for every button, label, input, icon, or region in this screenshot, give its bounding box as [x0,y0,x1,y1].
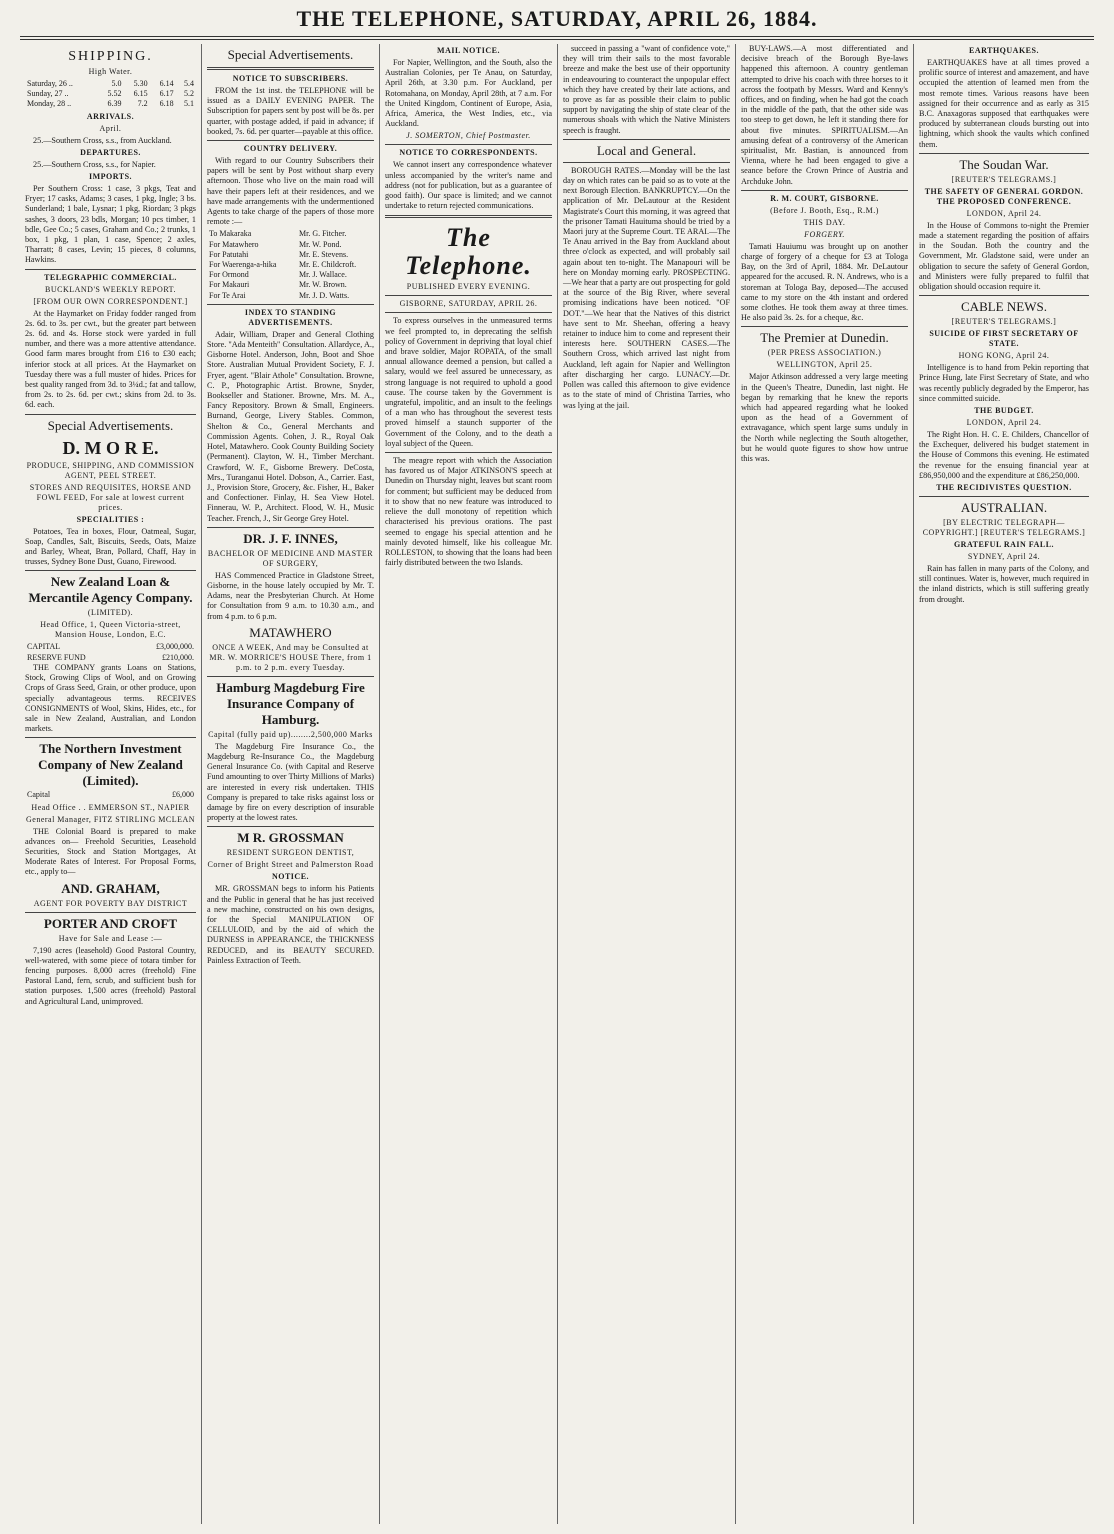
agent-name: Mr. W. Brown. [298,280,347,290]
logo-sub: PUBLISHED EVERY EVENING. [406,282,531,292]
grossman-heading: M R. GROSSMAN [237,830,344,846]
budget-heading: THE BUDGET. [974,406,1034,416]
masthead-title: THE TELEPHONE, SATURDAY, APRIL 26, 1884. [296,6,818,31]
agent-place: For Ormond [209,270,249,280]
tide-time: 6.18 [159,99,174,109]
australian-sub: [BY ELECTRIC TELEGRAPH—COPYRIGHT.] [REUTER'S TELEGRAMS.] [922,518,1086,538]
weekly-report-sub: [FROM OUR OWN CORRESPONDENT.] [33,296,188,306]
northern-manager: General Manager, FITZ STIRLING MCLEAN [25,814,196,824]
columns [20,44,1094,1524]
northern-office: Head Office . . EMMERSON ST., NAPIER [31,802,190,812]
divider [25,269,196,270]
divider [385,312,552,313]
masthead-rule [20,36,1094,37]
court-text: Tamati Hauiumu was brought up on another charge of forgery of a cheque for £3 at Tologa Bay, on the 3rd of April, 1884. Mr. DeLautour appeared for the accused. R. N. Andrews, who is a storeman at Tologa Bay, deposed—The accused came to my store on the 4th instant and ordered some clothes. He took them away at three times. He also paid 3s. 2s. for a cheque, &c. [741,241,908,323]
imports-heading: IMPORTS. [88,172,133,182]
tide-time: 6.39 [107,99,122,109]
agent-name: Mr. J. D. Watts. [298,290,350,300]
country-delivery-heading: COUNTRY DELIVERY. [243,144,338,154]
arrivals-text: 25.—Southern Cross, s.s., from Auckland. [33,135,172,145]
cable-heading: CABLE NEWS. [961,299,1047,315]
porter-sub: Have for Sale and Lease :— [58,933,163,943]
cable-title: SUICIDE OF FIRST SECRETARY OF STATE. [929,329,1079,349]
weekly-report-text: At the Haymarket on Friday fodder ranged from 2s. 6d. to 3s. per cwt., but the greater part between 2s. 6d. and 4s. Horse stock were yarded in full number, and there was a more attentive attendance. Good farm mares brought from £16 to £30 each; inferior stock at all prices. At the Haymarket on Tuesday there was a full muster of hides. Prices for best quality ranged from 3d. to 3¼d.; fat and tallow, from 2s. to 2s. 6d. per cwt.; skins from 2d. to 3s. 6d. each. [25,308,196,410]
index-text: Adair, William, Draper and General Clothing Store. "Ada Menteith" Consultation. Allardyce, A., Gisborne Hotel. Anderson, John, Boot and Shoe Store. Australian Mutual Provident Society, F. J. Fryer, agent. "Blair Athole" Consultation. Browne, C. P., Photographic Artist. Browne, Snyder, Bookseller and Stationer. Browne, Mrs. M. A., Fancy Repository. Brown & Small, Engineers. Burnand, George, Livery Stables. Common, Shelton & Co., General Merchants and Commission Agents. Cohen, J. R., Royal Oak Hotel, Matawhero. Cook County Building Society (Permanent). Clayton, W. H., Timber Merchant. Crawford, W. F., Gisborne Brewery. DeCosta, Mrs., Turanganui Hotel. Dobson, A., Carrier. East, J., Provision Store, Grocery, &c. Fisher, H., Baker and Confectioner. Finlay, H. Sea View Hotel. Finnerau, W. P., Architect. Flood, W. H., Music Teacher. French, J., Sir George Grey Hotel. [207,329,374,523]
capital-value: £3,000,000. [156,642,194,652]
graham-sub: AGENT FOR POVERTY BAY DISTRICT [33,898,188,908]
newspaper-logo: The Telephone. [405,223,532,281]
agent-name: Mr. G. Fitcher. [298,229,347,239]
divider [207,304,374,305]
divider [25,912,196,913]
specialities-text: Potatoes, Tea in boxes, Flour, Oatmeal, Sugar, Soap, Candles, Salt, Biscuits, Seeds, Oats, Maize and Barley, Wheat, Bran, Pollard, Chaff, Hay in trusses, Sydney Bone Dust, Guano, Firewood. [25,526,196,567]
soudan-sub: [REUTER'S TELEGRAMS.] [951,174,1057,184]
departures-text: 25.—Southern Cross, s.s., for Napier. [33,159,156,169]
northern-text: THE Colonial Board is prepared to make advances on— Freehold Securities, Leasehold Securities, Stock and Station Mortgages, At Moderate Rates of Interest. For Proposal Forms, etc., apply to— [25,826,196,877]
agent-row [207,280,374,290]
court-kind: FORGERY. [804,229,845,239]
rain-date: SYDNEY, April 24. [967,552,1041,562]
index-heading: INDEX TO STANDING ADVERTISEMENTS. [244,307,337,327]
tide-time: 5.4 [184,79,194,88]
telegraphic-heading: TELEGRAPHIC COMMERCIAL. [44,272,177,282]
innes-heading: DR. J. F. INNES, [243,530,338,546]
earthquakes-heading: EARTHQUAKES. [969,46,1039,55]
agent-place: For Patutahi [209,249,249,259]
reserve-label: RESERVE FUND [27,652,86,662]
cable-text: Intelligence is to hand from Pekin reporting that Prince Hung, late First Secretary of State, and who was recently publicly degraded by the Emperor, has since committed suicide. [919,363,1089,403]
divider [385,215,552,218]
column-3 [380,44,558,1524]
soudan-heading: The Soudan War. [959,156,1049,172]
grossman-notice: NOTICE. [271,872,310,882]
agent-place: For Te Arai [209,290,246,300]
editorial-paragraph: The meagre report with which the Association has favored us of Major ATKINSON'S speech at Dunedin on Thursday night, leaves but scant room for comment; but sufficient may be deduced from it to show that no new feature was introduced to relieve the dull monotony of repetition which characterised his previous orations. The past seemed to engage his special attention and he mainly devoted himself, like his colleague Mr. ROLLESTON, to showing that the loans had been fairly distributed between the two Islands. [385,456,552,568]
premier-sub: (PER PRESS ASSOCIATION.) [767,348,882,358]
nz-loan-office: Head Office, 1, Queen Victoria-street, Mansion House, London, E.C. [40,620,181,640]
grossman-sub: RESIDENT SURGEON DENTIST, [226,848,355,858]
agent-place: For Makauri [209,280,250,290]
nz-loan-limited: (LIMITED). [87,608,134,618]
divider [207,527,374,528]
divider [207,676,374,677]
masthead-rule [20,39,1094,40]
agent-row [207,229,374,239]
column-6 [914,44,1094,1524]
hamburg-heading: Hamburg Magdeburg Fire Insurance Company of Hamburg. [216,679,365,727]
cable-date: HONG KONG, April 24. [958,351,1050,361]
nz-loan-text: THE COMPANY grants Loans on Stations, Stock, Growing Clips of Wool, and on Growing Crops of Grass Seed, Grain, or other produce, upon specially advantageous terms. RECEIVES CONSIGNMENTS of Wool, Skins, Hides, etc., for sale in New Zealand, Australian, and London markets. [25,662,196,734]
court-sub: (Before J. Booth, Esq., R.M.) [770,205,879,215]
grossman-text: MR. GROSSMAN begs to inform his Patients and the Public in general that he has just received a new machine, constructed on his own designs, for the Special MANIPULATION OF CELLULOID, and by the aid of which the DURNESS in APPEARANCE, the THICKNESS REDUCED, and its BEAUTY SECURED. Painless Extraction of Teeth. [207,884,374,965]
arrivals-month: April. [99,123,122,133]
capital-label: CAPITAL [27,642,61,652]
tide-time: 6.17 [159,89,174,99]
agent-row [207,240,374,250]
northern-capital-label: Capital [27,790,51,800]
divider [741,190,908,191]
premier-text: Major Atkinson addressed a very large meeting in the Queen's Theatre, Dunedin, last night. He began by remarking that he knew the reports which had appeared regarding what he looked upon as the head of a Government of extravagance, which spent large sums unduly in the North while neglecting the South altogether, but he would quote figures to show how untrue this was. [741,372,908,464]
tide-time: 7.2 [137,99,148,109]
agent-row [207,291,374,301]
budget-text: The Right Hon. H. C. E. Childers, Chancellor of the Exchequer, delivered his budget statement in the House of Commons this evening. He estimated the revenue for the ensuing financial year at £86,950,000 and the expenditure at £86,250,000. [919,430,1089,480]
divider [25,414,196,415]
local-general-text: BOROUGH RATES.—Monday will be the last day on which rates can be paid so as to vote at the next Borough Election. BANKRUPTCY.—On the application of Mr. DeLautour at the Resident Magistrate's Court this morning, it was agreed that the prisoner Tamati Hauituma should be tried by a Maori jury at the Supreme Court. TE ARAI.—The Te Anau arrived in the Bay from Auckland about three o'clock as expected, and will probably sail again about ten to-night. The Manapouri will be here on Monday morning early. PROSPECTING.—We hear that a party are out prospecting for gold at the source of the Big River, where several promising indications have been noticed. "OF DOT."—We hear that the Natives of this district have sent to Mr. Sheehan, offering a heavy retainer to induce him to come and represent their interests here. SOUTHERN CASES.—The Southern Cross, which arrived last night from Auckland, left again for Napier and Wellington after discharging her cargo. LUNACY.—Dr. Pollen was called this afternoon to give evidence as to the state of mind of Christina Tarries, who was lying at the jail. [563,165,730,410]
agent-row [207,260,374,270]
column-4 [558,44,736,1524]
divider [919,153,1089,154]
premier-heading: The Premier at Dunedin. [760,330,889,346]
tide-day: Sunday, 27 .. [27,89,69,99]
agent-row [207,250,374,260]
agent-name: Mr. E. Childcroft. [298,260,357,270]
agents-table [207,229,374,300]
nz-loan-heading: New Zealand Loan & Mercantile Agency Company. [28,574,193,606]
arrivals-heading: ARRIVALS. [86,111,135,121]
cable-sub: [REUTER'S TELEGRAMS.] [951,317,1057,327]
divider [919,295,1089,296]
earthquakes-text: EARTHQUAKES have at all times proved a prolific source of interest and amazement, and have occupied the attention of learned men from the most remote times. Various reasons have been assigned for their occurrence and as early as 315 B.C. Anaxagoras supposed that earthquakes were produced by subterranean clouds bursting out into lightning, which shook the vaults which confined them. [919,58,1089,149]
hamburg-capital: Capital (fully paid up)........2,500,000 Marks [208,729,373,739]
innes-sub: BACHELOR OF MEDICINE AND MASTER OF SURGERY, [207,548,374,568]
divider [385,295,552,296]
local-general-heading: Local and General. [596,142,697,158]
agent-name: Mr. W. Pond. [298,239,342,249]
column-5 [736,44,914,1524]
budget-date: LONDON, April 24. [966,418,1042,428]
shipping-heading: SHIPPING. [68,49,153,64]
porter-heading: PORTER AND CROFT [43,915,178,931]
tide-time: 5.52 [107,89,122,99]
court-heading: R. M. COURT, GISBORNE. [770,193,879,203]
hamburg-text: The Magdeburg Fire Insurance Co., the Magdeburg Re-Insurance Co., the Magdeburg General Insurance Co. (with Capital and Reserve Fund amounting to over Thirty Millions of Marks) are interested in every risk undertaken. THIS Company is prepared to take risks against loss or damage by fire on every description of insurable property at the lowest rates. [207,741,374,823]
dmore-logo: D. M O R E. [62,437,159,458]
northern-capital-value: £6,000 [172,790,194,800]
matawhero-text: ONCE A WEEK, And may be Consulted at MR. W. MORRICE'S HOUSE There, from 1 p.m. to 2 p.m. every Tuesday. [209,642,372,672]
dateline: GISBORNE, SATURDAY, APRIL 26. [399,299,538,309]
correspondents-text: We cannot insert any correspondence whatever unless accompanied by the writer's name and address (not for publication, but as a guarantee of good faith). Our space is limited; and we cannot undertake to return rejected communications. [385,160,552,211]
agent-place: For Waerenga-a-hika [209,260,277,270]
column-2 [202,44,380,1524]
notice-subscribers-heading: NOTICE TO SUBSCRIBERS. [232,74,349,83]
recidivistes-heading: THE RECIDIVISTES QUESTION. [936,483,1072,493]
mail-notice-heading: MAIL NOTICE. [437,46,500,55]
departures-heading: DEPARTURES. [80,147,141,157]
tide-row [25,99,196,109]
rain-text: Rain has fallen in many parts of the Colony, and still continues. Water is, however, much required in the inland districts, which is still suffering greatly from drought. [919,564,1089,604]
agent-place: For Matawhero [209,239,259,249]
divider [25,737,196,738]
northern-capital-table [25,790,196,800]
editorial-paragraph: To express ourselves in the unmeasured terms we feel prompted to, in deprecating the selfish policy of Government in depriving that loyal chief and brave soldier, Major ROPATA, of the small annual allowance deemed a pension, but called a salary, would we feel assured be unnecessary, as strong language is not required to uphold a good cause. The course taken by the Government is ungrateful, impolitic, and an insult to the feelings of a man who has throughout the severest tests proved himself a staunch supporter of the Government of the Colony, and to the death a loyal subject of the Queen. [385,316,552,448]
divider [25,570,196,571]
tide-time: 5.1 [184,99,194,109]
rain-heading: GRATEFUL RAIN FALL. [953,540,1055,550]
tide-row [25,79,196,89]
agent-name: Mr. E. Stevens. [298,249,349,259]
tide-time: 5.0 [111,79,122,88]
tide-day: Monday, 28 .. [27,99,72,109]
divider [207,140,374,141]
graham-heading: AND. GRAHAM, [61,880,160,896]
imports-text: Per Southern Cross: 1 case, 3 pkgs, Teat and Fryer; 17 casks, Adams; 3 cases, 1 pkg, Ingle; 3 bs. Sunderland; 1 bale, Lysnar; 1 pkg, Riordan; 3 pkgs sashes, 3 doors, 23 bdls, Morgan; 10 pcs timber, 1 bdle, Gee Co.; 5 cases, Graham and Co.; 2 trunks, 1 box, 1 pkg, 1 plan, 1 case, Spence; 2 axles, Tharratt; 8 cases, Levin; 15 pieces, 8 columns, Hawkins. [25,184,196,265]
correspondents-heading: NOTICE TO CORRESPONDENTS. [399,148,538,158]
divider [207,826,374,827]
dmore-stores: STORES AND REQUISITES, HORSE AND FOWL FEED, For sale at lowest current prices. [29,482,192,512]
tide-time: 5.2 [184,89,194,99]
editorial-continued: succeed in passing a "want of confidence vote," they will trim their sails to the most favorable breeze and make the best use of their opportunity in endeavouring to counteract the unpopular effect which they have created by their late actions, and to prove as far as possible their claim to public support by navigating the ship of state clear of the numerous shoals with which the Native Ministers speech is fraught. [563,44,730,135]
tide-time: 6.14 [159,79,174,88]
soudan-text: In the House of Commons to-night the Premier made a statement regarding the position of affairs in the Soudan. Both the country and the Government, Mr. Gladstone said, were under an obligation to secure the safety of General Gordon, and Ministers were fully prepared to fulfil that obligation should occasion require it. [919,220,1089,292]
local-continued-text: BUY-LAWS.—A most differentiated and decisive breach of the Borough Bye-laws happened this afternoon. A country gentleman attempted to drive his coach with three horses to it across the footpath by Messrs. Ward and Kenny's offices, and on finding, when he had got the coach in the middle of the path, that the other side was too steep to get down, he left it standing there for about five minutes. SPIRITUALISM.—An amusing defeat of a controversy of the American spiritualist, Mr. Bastian, is announced from Vienna, where he had been engaged to give a seance before the Crown Prince of Austria and Archduke John. [741,44,908,186]
high-water-label: High Water. [88,67,133,76]
innes-text: HAS Commenced Practice in Gladstone Street, Gisborne, in the house lately occupied by Mr. T. Adams, near the Presbyterian Church. At Home for Consultation from 9 a.m. to 10.30 a.m., and from 4 p.m. to 6 p.m. [207,570,374,621]
grossman-address: Corner of Bright Street and Palmerston Road [207,860,374,870]
divider [385,144,552,145]
tide-time: 5.30 [133,79,148,88]
agent-place: To Makaraka [209,229,252,239]
capital-table [25,642,196,662]
mail-notice-text: For Napier, Wellington, and the South, also the Australian Colonies, per Te Anau, on Saturday, April 26th, at 3.30 p.m. For Auckland, per Rotomahana, on Monday, April 28th, at 7 a.m. For the United Kingdom, Continent of Europe, Asia, Africa, America, the West Indies, etc., via Auckland. [385,58,552,129]
divider [385,452,552,453]
special-ads-heading: Special Advertisements. [47,417,174,433]
divider [563,139,730,140]
divider [563,162,730,163]
soudan-title: THE SAFETY OF GENERAL GORDON. THE PROPOSED CONFERENCE. [924,186,1084,206]
weekly-report-heading: BUCKLAND'S WEEKLY REPORT. [45,284,176,294]
court-day: THIS DAY. [803,217,846,227]
northern-heading: The Northern Investment Company of New Zealand (Limited). [38,741,183,789]
australian-heading: AUSTRALIAN. [960,500,1048,516]
divider [207,67,374,70]
column-1 [20,44,202,1524]
matawhero-heading: MATAWHERO [249,624,332,640]
dmore-sub: PRODUCE, SHIPPING, AND COMMISSION AGENT, PEEL STREET. [26,460,195,480]
divider [919,496,1089,497]
country-delivery-text: With regard to our Country Subscribers their papers will be sent by Post without sharp every afternoon. Those who live on the main road will have their papers left at their residences, and we have made arrangements with the undermentioned Agents to take charge of the papers of those more remote :— [207,156,374,227]
notice-subscribers-text: FROM the 1st inst. the TELEPHONE will be issued as a DAILY EVENING PAPER. The Subscription for papers sent by post will be 8s. per quarter, with postage added, if paid in advance; if booked, 7s. 6d. per quarter—payable at this office. [207,86,374,136]
mail-notice-sign: J. SOMERTON, Chief Postmaster. [406,131,531,141]
tide-day: Saturday, 26 .. [27,79,73,88]
porter-text: 7,190 acres (leasehold) Good Pastoral Country, well-watered, with some piece of totara timber for fencing purposes. 8,000 acres (freehold) Fine Pastoral Land, fern, scrub, and sufficient bush for station purposes. 1,500 acres (freehold) Pastoral and Agricultural Land, unimproved. [25,945,196,1006]
premier-date: WELLINGTON, April 25. [776,360,873,370]
special-ads-heading: Special Advertisements. [227,47,354,62]
tide-row [25,89,196,99]
agent-name: Mr. J. Wallace. [298,270,347,280]
divider [741,326,908,327]
reserve-value: £210,000. [162,652,194,662]
tide-time: 6.15 [133,89,148,99]
agent-row [207,270,374,280]
specialities-heading: SPECIALITIES : [76,514,145,524]
tide-table [25,79,196,110]
soudan-date: LONDON, April 24. [966,208,1042,218]
